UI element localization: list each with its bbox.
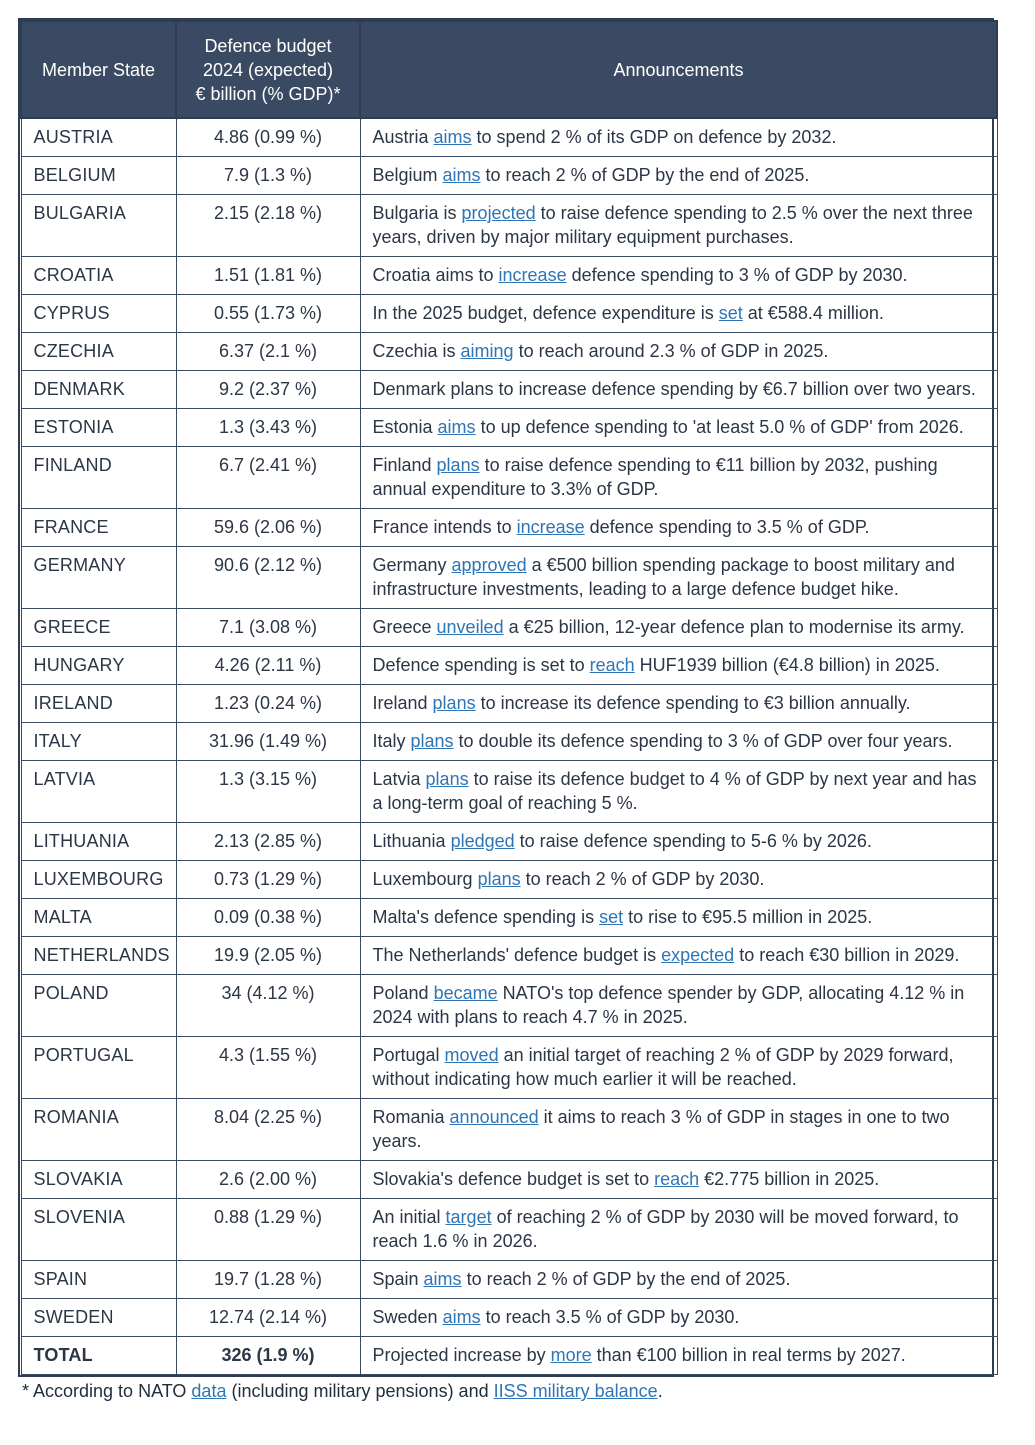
member-state-cell: MALTA — [21, 899, 176, 937]
announcement-text-start: Czechia is — [372, 341, 461, 361]
announcement-text-start: Bulgaria is — [372, 203, 462, 223]
member-state-cell: BELGIUM — [21, 157, 176, 195]
member-state-cell: PORTUGAL — [21, 1037, 176, 1099]
announcement-text-end: to raise defence spending to 2.5 % over the next three years, driven by major military equipment purchases. — [372, 203, 973, 247]
announcement-text-end: to raise defence spending to €11 billion by 2032, pushing annual expenditure to 3.3% of GDP. — [372, 455, 938, 499]
announcement-text-start: Greece — [372, 617, 437, 637]
budget-cell: 90.6 (2.12 %) — [176, 547, 360, 609]
member-state-cell: LITHUANIA — [21, 823, 176, 861]
budget-cell: 4.3 (1.55 %) — [176, 1037, 360, 1099]
table-body — [21, 118, 997, 1375]
member-state-cell: SPAIN — [21, 1261, 176, 1299]
budget-cell: 4.86 (0.99 %) — [176, 118, 360, 157]
member-state-cell: DENMARK — [21, 371, 176, 409]
table-row — [21, 547, 997, 609]
member-state-cell: CYPRUS — [21, 295, 176, 333]
announcement-text-start: Malta's defence spending is — [372, 907, 600, 927]
announcement-cell — [360, 509, 997, 547]
announcement-text-end: to reach 2 % of GDP by the end of 2025. — [461, 1269, 791, 1289]
announcement-cell — [360, 157, 997, 195]
announcement-cell — [360, 1037, 997, 1099]
announcement-text-end: to increase its defence spending to €3 billion annually. — [475, 693, 911, 713]
member-state-cell: IRELAND — [21, 685, 176, 723]
announcement-text-end: to reach 2 % of GDP by 2030. — [520, 869, 765, 889]
announcement-source-link[interactable]: target — [445, 1207, 492, 1227]
announcement-source-link[interactable]: plans — [410, 731, 454, 751]
announcement-source-link[interactable]: moved — [444, 1045, 499, 1065]
announcement-text-end: defence spending to 3 % of GDP by 2030. — [566, 265, 908, 285]
announcement-text-end: to raise its defence budget to 4 % of GDP by next year and has a long-term goal of reaching 5 %. — [372, 769, 977, 813]
member-state-cell: BULGARIA — [21, 195, 176, 257]
announcement-text-start: Denmark plans to increase defence spending by €6.7 billion over two years. — [372, 379, 976, 399]
announcement-source-link[interactable]: aims — [433, 127, 472, 147]
announcement-source-link[interactable]: reach — [654, 1169, 700, 1189]
announcement-cell — [360, 647, 997, 685]
announcement-text-end: HUF1939 billion (€4.8 billion) in 2025. — [634, 655, 940, 675]
announcement-text-end: to reach 3.5 % of GDP by 2030. — [480, 1307, 740, 1327]
announcement-source-link[interactable]: announced — [449, 1107, 539, 1127]
announcement-text-start: Finland — [372, 455, 437, 475]
announcement-source-link[interactable]: aiming — [460, 341, 514, 361]
announcement-text-start: Austria — [372, 127, 434, 147]
announcement-cell — [360, 975, 997, 1037]
table-header-row — [21, 21, 997, 118]
announcement-source-link[interactable]: plans — [432, 693, 476, 713]
footnote-iiss-link[interactable]: IISS military balance — [493, 1381, 658, 1401]
announcement-source-link[interactable]: approved — [451, 555, 527, 575]
table-row — [21, 647, 997, 685]
announcement-text-start: Projected increase by — [372, 1345, 551, 1365]
table-row — [21, 509, 997, 547]
header-budget-line3: € billion (% GDP)* — [195, 83, 341, 104]
announcement-source-link[interactable]: aims — [437, 417, 476, 437]
announcement-text-end: it aims to reach 3 % of GDP in stages in one to two years. — [372, 1107, 950, 1151]
budget-cell: 59.6 (2.06 %) — [176, 509, 360, 547]
table-row — [21, 157, 997, 195]
table-row — [21, 333, 997, 371]
announcement-cell — [360, 409, 997, 447]
member-state-cell: SLOVENIA — [21, 1199, 176, 1261]
budget-cell: 1.51 (1.81 %) — [176, 257, 360, 295]
budget-cell: 0.55 (1.73 %) — [176, 295, 360, 333]
announcement-text-start: Croatia aims to — [372, 265, 499, 285]
table-row — [21, 609, 997, 647]
announcement-source-link[interactable]: more — [550, 1345, 592, 1365]
budget-cell: 1.23 (0.24 %) — [176, 685, 360, 723]
budget-cell: 2.13 (2.85 %) — [176, 823, 360, 861]
announcement-cell — [360, 861, 997, 899]
member-state-cell: CROATIA — [21, 257, 176, 295]
announcement-text-start: Italy — [372, 731, 411, 751]
announcement-cell — [360, 547, 997, 609]
announcement-cell — [360, 1261, 997, 1299]
defence-budget-table-container — [18, 18, 994, 1403]
announcement-text-start: Latvia — [372, 769, 426, 789]
budget-cell: 4.26 (2.11 %) — [176, 647, 360, 685]
header-member-state: Member State — [21, 21, 176, 118]
announcement-cell — [360, 1161, 997, 1199]
announcement-text-start: Slovakia's defence budget is set to — [372, 1169, 655, 1189]
header-announcements: Announcements — [360, 21, 997, 118]
table-row — [21, 1199, 997, 1261]
announcement-cell — [360, 899, 997, 937]
announcement-cell — [360, 761, 997, 823]
footnote-text-end: . — [657, 1381, 663, 1401]
announcement-text-start: Sweden — [372, 1307, 443, 1327]
budget-cell: 7.1 (3.08 %) — [176, 609, 360, 647]
table-row — [21, 409, 997, 447]
announcement-source-link[interactable]: aims — [423, 1269, 462, 1289]
announcement-text-end: to reach 2 % of GDP by the end of 2025. — [480, 165, 810, 185]
table-frame — [18, 18, 994, 1377]
announcement-source-link[interactable]: reach — [589, 655, 635, 675]
header-budget-line1: Defence budget — [204, 35, 332, 56]
announcement-text-start: Spain — [372, 1269, 424, 1289]
budget-cell: 0.09 (0.38 %) — [176, 899, 360, 937]
announcement-text-end: to reach around 2.3 % of GDP in 2025. — [513, 341, 829, 361]
budget-cell: 6.7 (2.41 %) — [176, 447, 360, 509]
member-state-cell: FRANCE — [21, 509, 176, 547]
footnote-text-mid: (including military pensions) and — [226, 1381, 494, 1401]
announcement-text-end: a €500 billion spending package to boost military and infrastructure investments, leading to a large defence budget hike. — [372, 555, 955, 599]
announcement-source-link[interactable]: increase — [516, 517, 585, 537]
announcement-cell — [360, 937, 997, 975]
table-row — [21, 118, 997, 157]
announcement-text-end: to up defence spending to 'at least 5.0 % of GDP' from 2026. — [475, 417, 964, 437]
announcement-cell — [360, 371, 997, 409]
table-row — [21, 1299, 997, 1337]
announcement-text-start: The Netherlands' defence budget is — [372, 945, 662, 965]
announcement-text-start: Belgium — [372, 165, 443, 185]
budget-cell: 7.9 (1.3 %) — [176, 157, 360, 195]
announcement-cell — [360, 609, 997, 647]
member-state-cell: ITALY — [21, 723, 176, 761]
announcement-text-end: NATO's top defence spender by GDP, allocating 4.12 % in 2024 with plans to reach 4.7 % in 2025. — [372, 983, 965, 1027]
announcement-text-end: a €25 billion, 12-year defence plan to modernise its army. — [503, 617, 965, 637]
announcement-cell — [360, 1337, 997, 1375]
announcement-cell — [360, 1099, 997, 1161]
announcement-text-start: Ireland — [372, 693, 433, 713]
announcement-source-link[interactable]: increase — [498, 265, 567, 285]
announcement-text-start: Poland — [372, 983, 434, 1003]
budget-cell: 34 (4.12 %) — [176, 975, 360, 1037]
table-row — [21, 1037, 997, 1099]
footnote — [18, 1379, 994, 1403]
table-row — [21, 1261, 997, 1299]
footnote-data-link[interactable]: data — [191, 1381, 227, 1401]
announcement-text-end: at €588.4 million. — [742, 303, 884, 323]
budget-cell: 1.3 (3.15 %) — [176, 761, 360, 823]
member-state-cell: FINLAND — [21, 447, 176, 509]
announcement-source-link[interactable]: plans — [425, 769, 469, 789]
member-state-cell: GERMANY — [21, 547, 176, 609]
budget-cell: 19.7 (1.28 %) — [176, 1261, 360, 1299]
budget-cell: 12.74 (2.14 %) — [176, 1299, 360, 1337]
announcement-text-end: to reach €30 billion in 2029. — [734, 945, 960, 965]
announcement-source-link[interactable]: unveiled — [436, 617, 504, 637]
announcement-text-start: Romania — [372, 1107, 450, 1127]
table-row — [21, 447, 997, 509]
announcement-source-link[interactable]: pledged — [450, 831, 515, 851]
announcement-text-start: Defence spending is set to — [372, 655, 590, 675]
member-state-cell: SLOVAKIA — [21, 1161, 176, 1199]
announcement-cell — [360, 195, 997, 257]
announcement-source-link[interactable]: expected — [661, 945, 735, 965]
announcement-cell — [360, 333, 997, 371]
table-row — [21, 257, 997, 295]
total-row — [21, 1337, 997, 1375]
announcement-source-link[interactable]: plans — [477, 869, 521, 889]
member-state-cell: POLAND — [21, 975, 176, 1037]
budget-cell: 19.9 (2.05 %) — [176, 937, 360, 975]
announcement-text-end: defence spending to 3.5 % of GDP. — [584, 517, 870, 537]
budget-cell: 8.04 (2.25 %) — [176, 1099, 360, 1161]
announcement-text-end: of reaching 2 % of GDP by 2030 will be moved forward, to reach 1.6 % in 2026. — [372, 1207, 959, 1251]
budget-cell: 326 (1.9 %) — [176, 1337, 360, 1375]
announcement-cell — [360, 257, 997, 295]
announcement-text-end: to rise to €95.5 million in 2025. — [623, 907, 873, 927]
announcement-text-start: An initial — [372, 1207, 446, 1227]
announcement-cell — [360, 1299, 997, 1337]
table-row — [21, 937, 997, 975]
announcement-source-link[interactable]: plans — [436, 455, 480, 475]
budget-cell: 0.88 (1.29 %) — [176, 1199, 360, 1261]
table-row — [21, 723, 997, 761]
budget-cell: 0.73 (1.29 %) — [176, 861, 360, 899]
announcement-source-link[interactable]: became — [433, 983, 498, 1003]
announcement-text-end: to raise defence spending to 5-6 % by 2026. — [514, 831, 872, 851]
member-state-cell: ROMANIA — [21, 1099, 176, 1161]
table-row — [21, 295, 997, 333]
budget-cell: 6.37 (2.1 %) — [176, 333, 360, 371]
announcement-source-link[interactable]: aims — [442, 1307, 481, 1327]
member-state-cell: LATVIA — [21, 761, 176, 823]
announcement-cell — [360, 723, 997, 761]
announcement-text-end: to double its defence spending to 3 % of GDP over four years. — [453, 731, 953, 751]
announcement-source-link[interactable]: set — [718, 303, 743, 323]
member-state-cell: HUNGARY — [21, 647, 176, 685]
budget-cell: 9.2 (2.37 %) — [176, 371, 360, 409]
table-row — [21, 685, 997, 723]
announcement-text-start: Lithuania — [372, 831, 451, 851]
member-state-cell: ESTONIA — [21, 409, 176, 447]
budget-cell: 2.6 (2.00 %) — [176, 1161, 360, 1199]
member-state-cell: CZECHIA — [21, 333, 176, 371]
budget-cell: 1.3 (3.43 %) — [176, 409, 360, 447]
table-row — [21, 899, 997, 937]
announcement-text-end: an initial target of reaching 2 % of GDP by 2029 forward, without indicating how much earlier it will be reached. — [372, 1045, 954, 1089]
header-budget-line2: 2024 (expected) — [202, 59, 334, 80]
announcement-cell — [360, 118, 997, 157]
announcement-cell — [360, 823, 997, 861]
defence-budget-table — [20, 20, 998, 1375]
announcement-cell — [360, 1199, 997, 1261]
table-row — [21, 371, 997, 409]
announcement-cell — [360, 685, 997, 723]
header-defence-budget — [176, 21, 360, 118]
table-row — [21, 761, 997, 823]
announcement-text-start: Luxembourg — [372, 869, 478, 889]
budget-cell: 31.96 (1.49 %) — [176, 723, 360, 761]
member-state-cell: AUSTRIA — [21, 118, 176, 157]
member-state-cell: LUXEMBOURG — [21, 861, 176, 899]
table-row — [21, 1161, 997, 1199]
announcement-source-link[interactable]: set — [599, 907, 624, 927]
announcement-text-start: Germany — [372, 555, 452, 575]
announcement-text-end: to spend 2 % of its GDP on defence by 2032. — [471, 127, 837, 147]
announcement-text-start: France intends to — [372, 517, 517, 537]
budget-cell: 2.15 (2.18 %) — [176, 195, 360, 257]
announcement-text-end: than €100 billion in real terms by 2027. — [591, 1345, 906, 1365]
announcement-source-link[interactable]: aims — [442, 165, 481, 185]
announcement-source-link[interactable]: projected — [461, 203, 536, 223]
table-row — [21, 823, 997, 861]
table-row — [21, 1099, 997, 1161]
table-row — [21, 975, 997, 1037]
announcement-text-start: In the 2025 budget, defence expenditure is — [372, 303, 719, 323]
member-state-cell: NETHERLANDS — [21, 937, 176, 975]
table-row — [21, 861, 997, 899]
announcement-cell — [360, 447, 997, 509]
announcement-text-start: Estonia — [372, 417, 438, 437]
member-state-cell: TOTAL — [21, 1337, 176, 1375]
member-state-cell: SWEDEN — [21, 1299, 176, 1337]
member-state-cell: GREECE — [21, 609, 176, 647]
table-row — [21, 195, 997, 257]
announcement-cell — [360, 295, 997, 333]
announcement-text-start: Portugal — [372, 1045, 445, 1065]
footnote-text-start: * According to NATO — [22, 1381, 192, 1401]
announcement-text-end: €2.775 billion in 2025. — [699, 1169, 880, 1189]
